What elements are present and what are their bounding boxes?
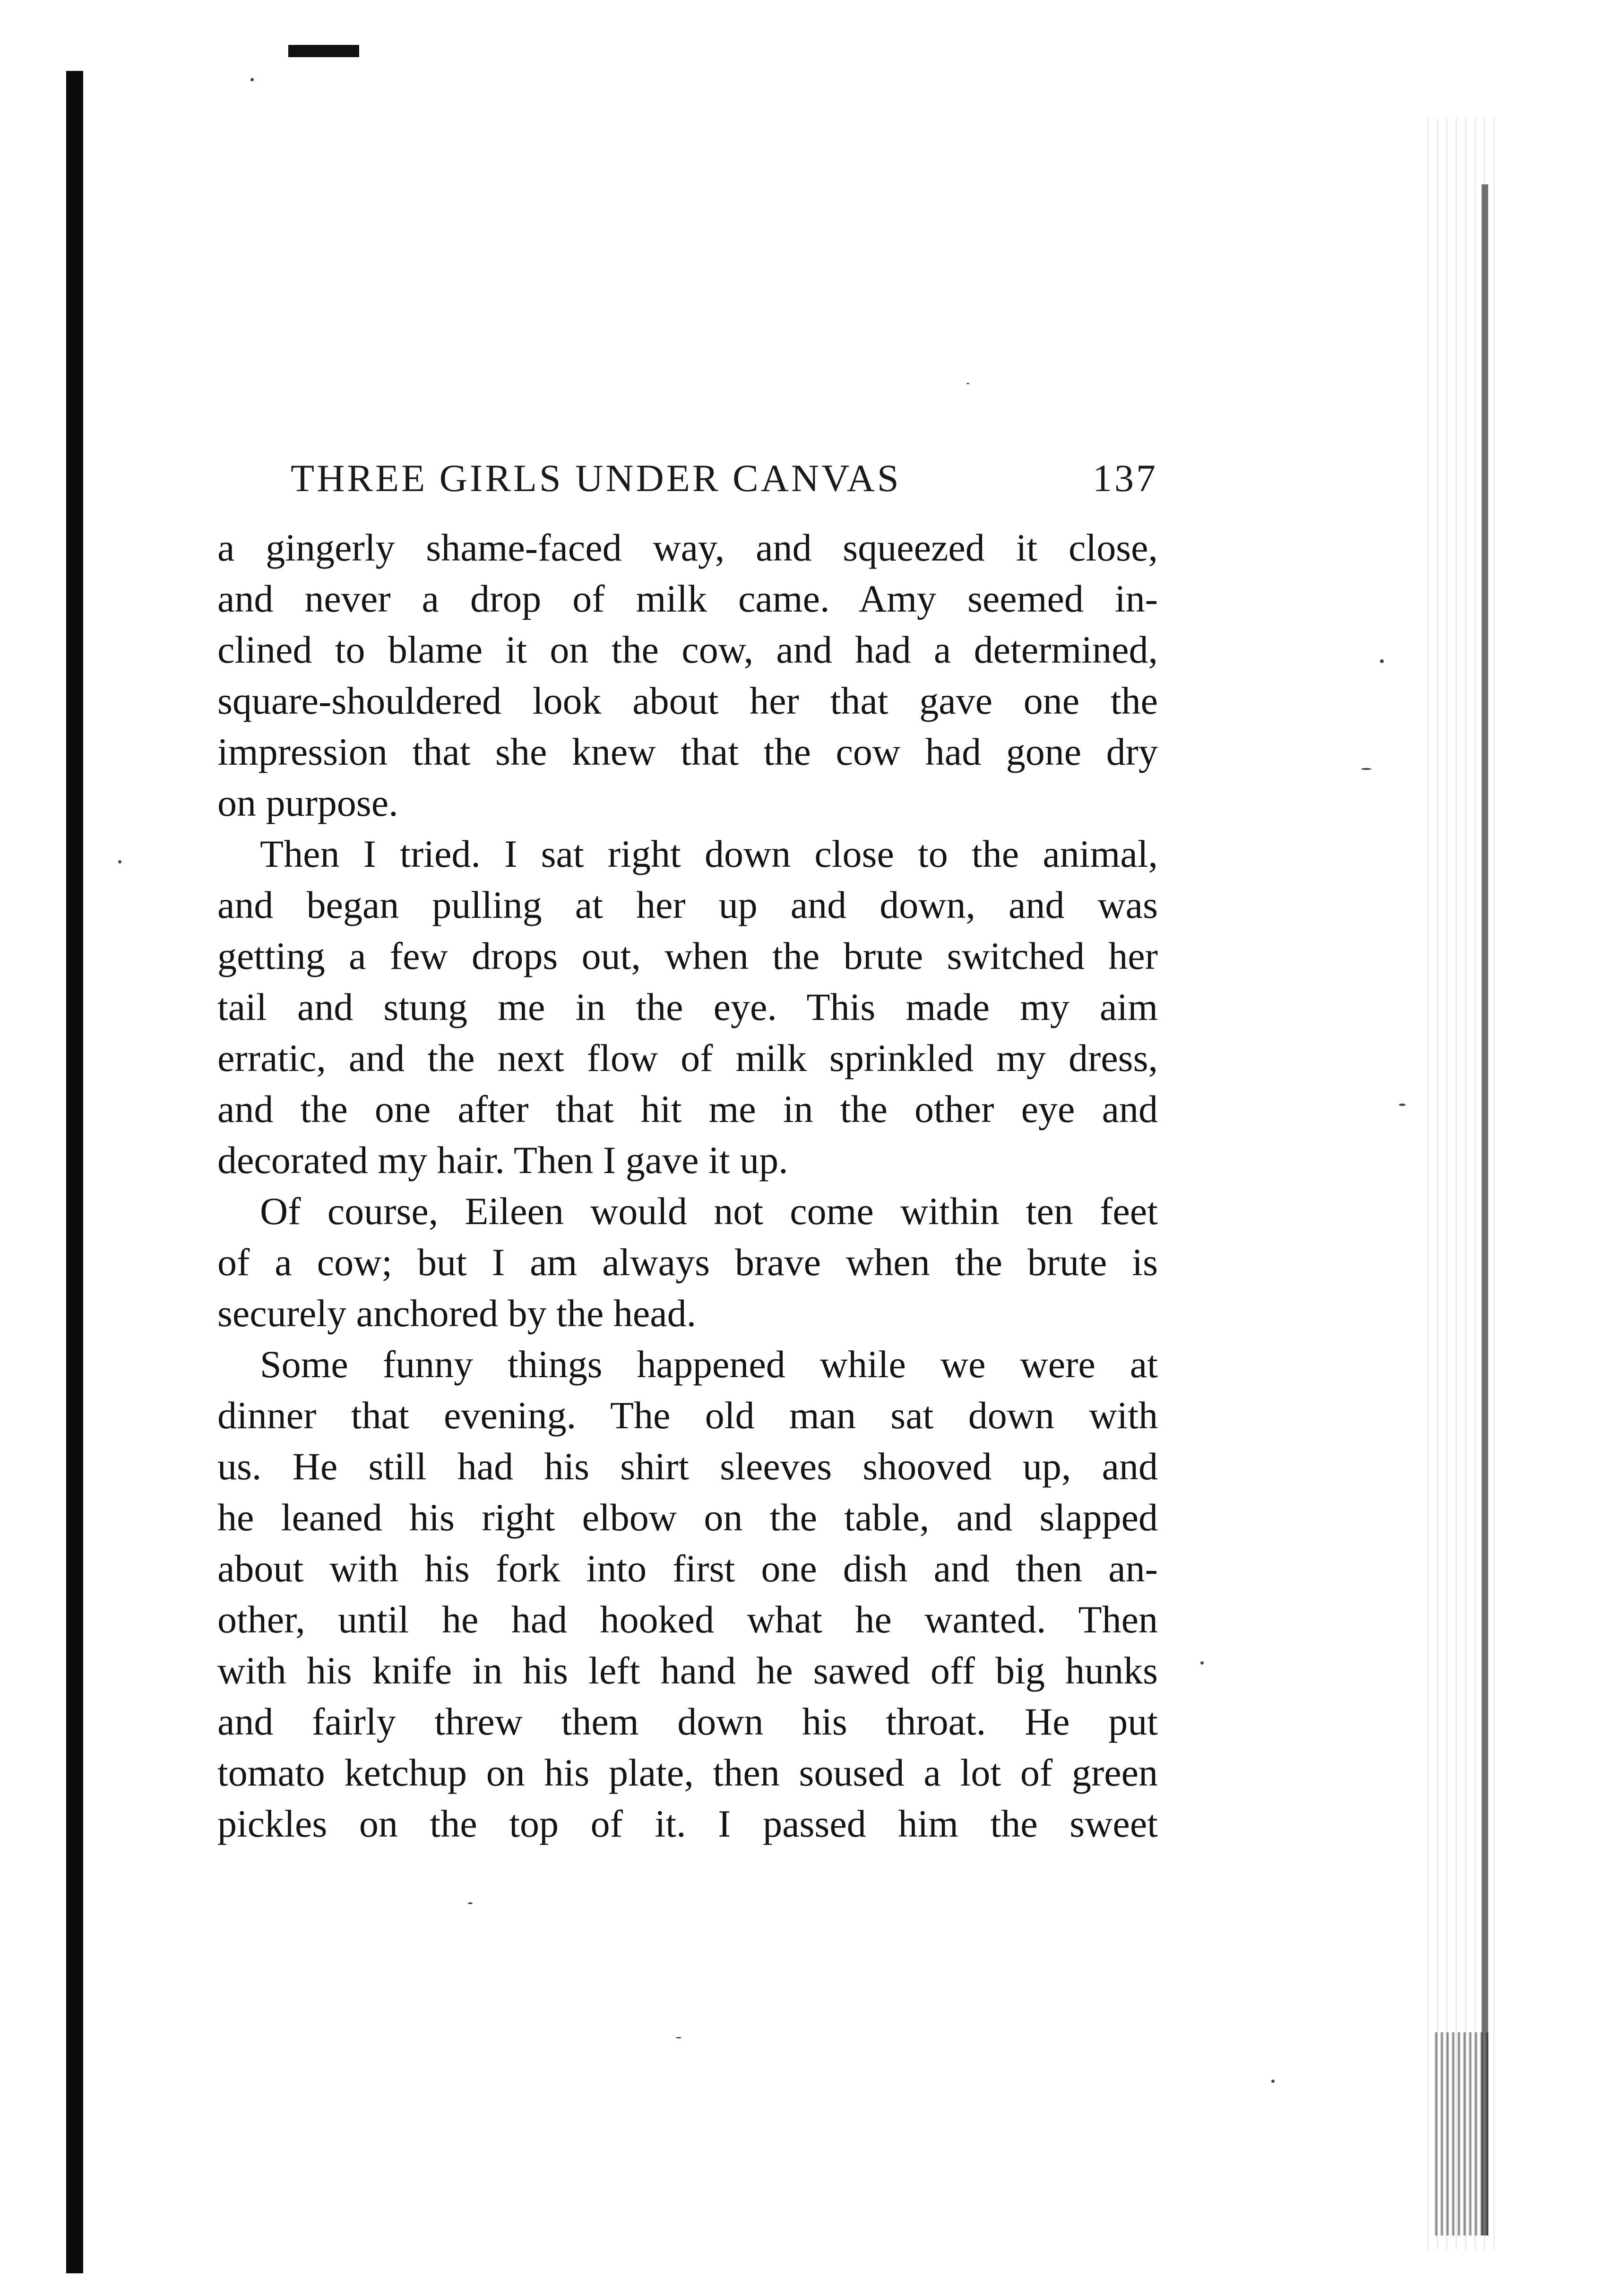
fore-edge-artifact-bottom [1434,2032,1491,2236]
text-line: with his knife in his left hand he sawed off big hunks [217,1649,1158,1692]
text-line: and the one after that hit me in the other eye and [217,1088,1158,1131]
binding-shadow [66,71,83,2273]
fore-edge-line [1482,184,1488,2236]
running-head [291,456,1158,508]
text-line: dinner that evening. The old man sat down with [217,1394,1158,1437]
text-line: about with his fork into first one dish and then an- [217,1547,1158,1590]
text-line: other, until he had hooked what he wanted. Then [217,1598,1158,1641]
text-line: erratic, and the next flow of milk sprinkled my dress, [217,1036,1158,1079]
body-text [217,522,1158,1849]
text-line: decorated my hair. Then I gave it up. [217,1139,788,1182]
text-line: a gingerly shame-faced way, and squeezed it close, [217,526,1158,569]
text-line: square-shouldered look about her that gave one the [217,679,1158,722]
text-line: and began pulling at her up and down, and was [217,883,1158,926]
text-line: and never a drop of milk came. Amy seemed in- [217,577,1158,620]
text-line: clined to blame it on the cow, and had a determined, [217,628,1158,671]
text-line: on purpose. [217,781,398,824]
scan-speck [676,2037,681,2038]
text-line: of a cow; but I am always brave when the brute is [217,1241,1158,1284]
text-line: getting a few drops out, when the brute switched her [217,934,1158,977]
text-line: Some funny things happened while we were at [260,1343,1158,1386]
scan-speck [1399,1104,1406,1106]
scan-speck [1271,2080,1275,2083]
text-line: us. He still had his shirt sleeves shooved up, and [217,1445,1158,1488]
text-line: he leaned his right elbow on the table, and slapped [217,1496,1158,1539]
text-line: tomato ketchup on his plate, then soused a lot of green [217,1751,1158,1794]
scan-speck [1380,659,1384,663]
scan-speck [1361,768,1371,770]
text-line: pickles on the top of it. I passed him the sweet [217,1802,1158,1845]
scan-speck [966,383,969,384]
text-line: securely anchored by the head. [217,1292,697,1335]
running-head-title: THREE GIRLS UNDER CANVAS [291,457,901,500]
paragraph [217,1339,1158,1849]
scan-speck [468,1902,473,1904]
text-line: impression that she knew that the cow had gone dry [217,730,1158,773]
scan-speck [118,860,121,863]
scan-speck [250,78,254,81]
text-line: and fairly threw them down his throat. He put [217,1700,1158,1743]
text-line: tail and stung me in the eye. This made my aim [217,985,1158,1028]
text-line: Then I tried. I sat right down close to the animal, [260,832,1158,875]
paragraph [217,522,1158,829]
text-line: Of course, Eileen would not come within ten feet [260,1190,1158,1233]
scan-speck [1200,1661,1204,1665]
page-number: 137 [1093,457,1158,500]
paragraph [217,1186,1158,1339]
scan-mark [288,45,359,57]
paragraph [217,829,1158,1186]
